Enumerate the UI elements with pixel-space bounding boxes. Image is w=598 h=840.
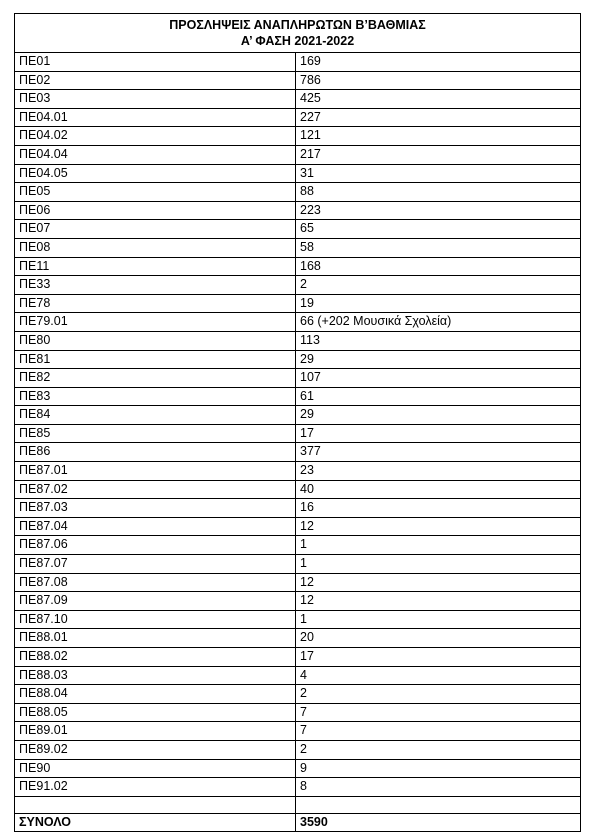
title-line-1: ΠΡΟΣΛΗΨΕΙΣ ΑΝΑΠΛΗΡΩΤΩΝ Β’ΒΑΘΜΙΑΣ xyxy=(169,18,426,32)
hiring-count-cell: 31 xyxy=(296,164,581,183)
hiring-count-cell: 107 xyxy=(296,369,581,388)
specialty-code-cell: ΠΕ79.01 xyxy=(15,313,296,332)
table-row xyxy=(15,108,581,127)
table-row xyxy=(15,145,581,164)
table-body xyxy=(15,14,581,832)
hiring-count-cell: 12 xyxy=(296,592,581,611)
specialty-code-cell: ΠΕ90 xyxy=(15,759,296,778)
specialty-code-cell: ΠΕ08 xyxy=(15,238,296,257)
table-row xyxy=(15,276,581,295)
hiring-count-cell: 19 xyxy=(296,294,581,313)
specialty-code-cell: ΠΕ80 xyxy=(15,331,296,350)
hiring-count-cell: 40 xyxy=(296,480,581,499)
specialty-code-cell: ΠΕ85 xyxy=(15,424,296,443)
specialty-code-cell: ΠΕ88.01 xyxy=(15,629,296,648)
specialty-code-cell: ΠΕ04.02 xyxy=(15,127,296,146)
table-row xyxy=(15,443,581,462)
table-row xyxy=(15,350,581,369)
hiring-count-cell: 17 xyxy=(296,424,581,443)
hiring-count-cell: 58 xyxy=(296,238,581,257)
table-row xyxy=(15,573,581,592)
table-row xyxy=(15,610,581,629)
table-row xyxy=(15,220,581,239)
specialty-code-cell: ΠΕ84 xyxy=(15,406,296,425)
hiring-count-cell: 377 xyxy=(296,443,581,462)
table-row xyxy=(15,648,581,667)
specialty-code-cell: ΠΕ87.02 xyxy=(15,480,296,499)
specialty-code-cell: ΠΕ87.10 xyxy=(15,610,296,629)
hiring-count-cell: 8 xyxy=(296,778,581,797)
hiring-count-cell: 425 xyxy=(296,90,581,109)
specialty-code-cell: ΠΕ81 xyxy=(15,350,296,369)
hiring-count-cell: 29 xyxy=(296,406,581,425)
specialty-code-cell: ΠΕ87.03 xyxy=(15,499,296,518)
specialty-code-cell: ΠΕ87.01 xyxy=(15,462,296,481)
specialty-code-cell: ΠΕ07 xyxy=(15,220,296,239)
hiring-count-cell: 168 xyxy=(296,257,581,276)
specialty-code-cell: ΠΕ02 xyxy=(15,71,296,90)
table-row xyxy=(15,164,581,183)
total-row xyxy=(15,813,581,832)
table-row xyxy=(15,90,581,109)
table-row xyxy=(15,703,581,722)
table-row xyxy=(15,629,581,648)
blank-cell xyxy=(15,796,296,813)
table-row xyxy=(15,53,581,72)
table-row xyxy=(15,183,581,202)
specialty-code-cell: ΠΕ87.08 xyxy=(15,573,296,592)
hiring-count-cell: 66 (+202 Μουσικά Σχολεία) xyxy=(296,313,581,332)
specialty-code-cell: ΠΕ03 xyxy=(15,90,296,109)
table-row xyxy=(15,406,581,425)
specialty-code-cell: ΠΕ87.07 xyxy=(15,555,296,574)
table-row xyxy=(15,480,581,499)
hiring-count-cell: 65 xyxy=(296,220,581,239)
hiring-count-cell: 88 xyxy=(296,183,581,202)
specialty-code-cell: ΠΕ88.03 xyxy=(15,666,296,685)
hiring-count-cell: 12 xyxy=(296,517,581,536)
table-row xyxy=(15,257,581,276)
hiring-table xyxy=(14,13,581,832)
specialty-code-cell: ΠΕ89.02 xyxy=(15,740,296,759)
title-line-2: Α’ ΦΑΣΗ 2021-2022 xyxy=(240,34,355,48)
hiring-count-cell: 29 xyxy=(296,350,581,369)
table-row xyxy=(15,517,581,536)
specialty-code-cell: ΠΕ89.01 xyxy=(15,722,296,741)
specialty-code-cell: ΠΕ04.05 xyxy=(15,164,296,183)
hiring-count-cell: 2 xyxy=(296,276,581,295)
table-row xyxy=(15,592,581,611)
hiring-count-cell: 1 xyxy=(296,555,581,574)
specialty-code-cell: ΠΕ83 xyxy=(15,387,296,406)
table-row xyxy=(15,499,581,518)
table-row xyxy=(15,722,581,741)
hiring-count-cell: 169 xyxy=(296,53,581,72)
specialty-code-cell: ΠΕ87.06 xyxy=(15,536,296,555)
hiring-count-cell: 7 xyxy=(296,722,581,741)
table-row xyxy=(15,127,581,146)
hiring-count-cell: 23 xyxy=(296,462,581,481)
table-row xyxy=(15,424,581,443)
table-row xyxy=(15,778,581,797)
hiring-count-cell: 9 xyxy=(296,759,581,778)
table-row xyxy=(15,462,581,481)
hiring-count-cell: 217 xyxy=(296,145,581,164)
specialty-code-cell: ΠΕ11 xyxy=(15,257,296,276)
specialty-code-cell: ΠΕ87.04 xyxy=(15,517,296,536)
hiring-count-cell: 20 xyxy=(296,629,581,648)
hiring-count-cell: 113 xyxy=(296,331,581,350)
specialty-code-cell: ΠΕ05 xyxy=(15,183,296,202)
hiring-count-cell: 2 xyxy=(296,685,581,704)
specialty-code-cell: ΠΕ88.02 xyxy=(15,648,296,667)
specialty-code-cell: ΠΕ82 xyxy=(15,369,296,388)
hiring-count-cell: 786 xyxy=(296,71,581,90)
table-row xyxy=(15,759,581,778)
blank-row xyxy=(15,796,581,813)
total-value: 3590 xyxy=(296,813,581,832)
specialty-code-cell: ΠΕ04.04 xyxy=(15,145,296,164)
table-row xyxy=(15,201,581,220)
specialty-code-cell: ΠΕ33 xyxy=(15,276,296,295)
table-row xyxy=(15,238,581,257)
table-row xyxy=(15,331,581,350)
specialty-code-cell: ΠΕ86 xyxy=(15,443,296,462)
hiring-count-cell: 17 xyxy=(296,648,581,667)
hiring-count-cell: 1 xyxy=(296,610,581,629)
table-row xyxy=(15,555,581,574)
table-title xyxy=(15,14,581,53)
specialty-code-cell: ΠΕ88.05 xyxy=(15,703,296,722)
table-row xyxy=(15,387,581,406)
specialty-code-cell: ΠΕ01 xyxy=(15,53,296,72)
specialty-code-cell: ΠΕ87.09 xyxy=(15,592,296,611)
table-row xyxy=(15,313,581,332)
table-row xyxy=(15,369,581,388)
specialty-code-cell: ΠΕ78 xyxy=(15,294,296,313)
hiring-count-cell: 16 xyxy=(296,499,581,518)
hiring-count-cell: 4 xyxy=(296,666,581,685)
hiring-count-cell: 7 xyxy=(296,703,581,722)
hiring-count-cell: 2 xyxy=(296,740,581,759)
hiring-count-cell: 61 xyxy=(296,387,581,406)
table-row xyxy=(15,685,581,704)
hiring-count-cell: 121 xyxy=(296,127,581,146)
hiring-count-cell: 1 xyxy=(296,536,581,555)
table-row xyxy=(15,71,581,90)
table-row xyxy=(15,740,581,759)
specialty-code-cell: ΠΕ04.01 xyxy=(15,108,296,127)
hiring-count-cell: 12 xyxy=(296,573,581,592)
specialty-code-cell: ΠΕ88.04 xyxy=(15,685,296,704)
table-row xyxy=(15,536,581,555)
table-row xyxy=(15,666,581,685)
hiring-count-cell: 223 xyxy=(296,201,581,220)
specialty-code-cell: ΠΕ06 xyxy=(15,201,296,220)
specialty-code-cell: ΠΕ91.02 xyxy=(15,778,296,797)
table-row xyxy=(15,294,581,313)
total-label: ΣΥΝΟΛΟ xyxy=(15,813,296,832)
blank-cell xyxy=(296,796,581,813)
title-row xyxy=(15,14,581,53)
hiring-count-cell: 227 xyxy=(296,108,581,127)
